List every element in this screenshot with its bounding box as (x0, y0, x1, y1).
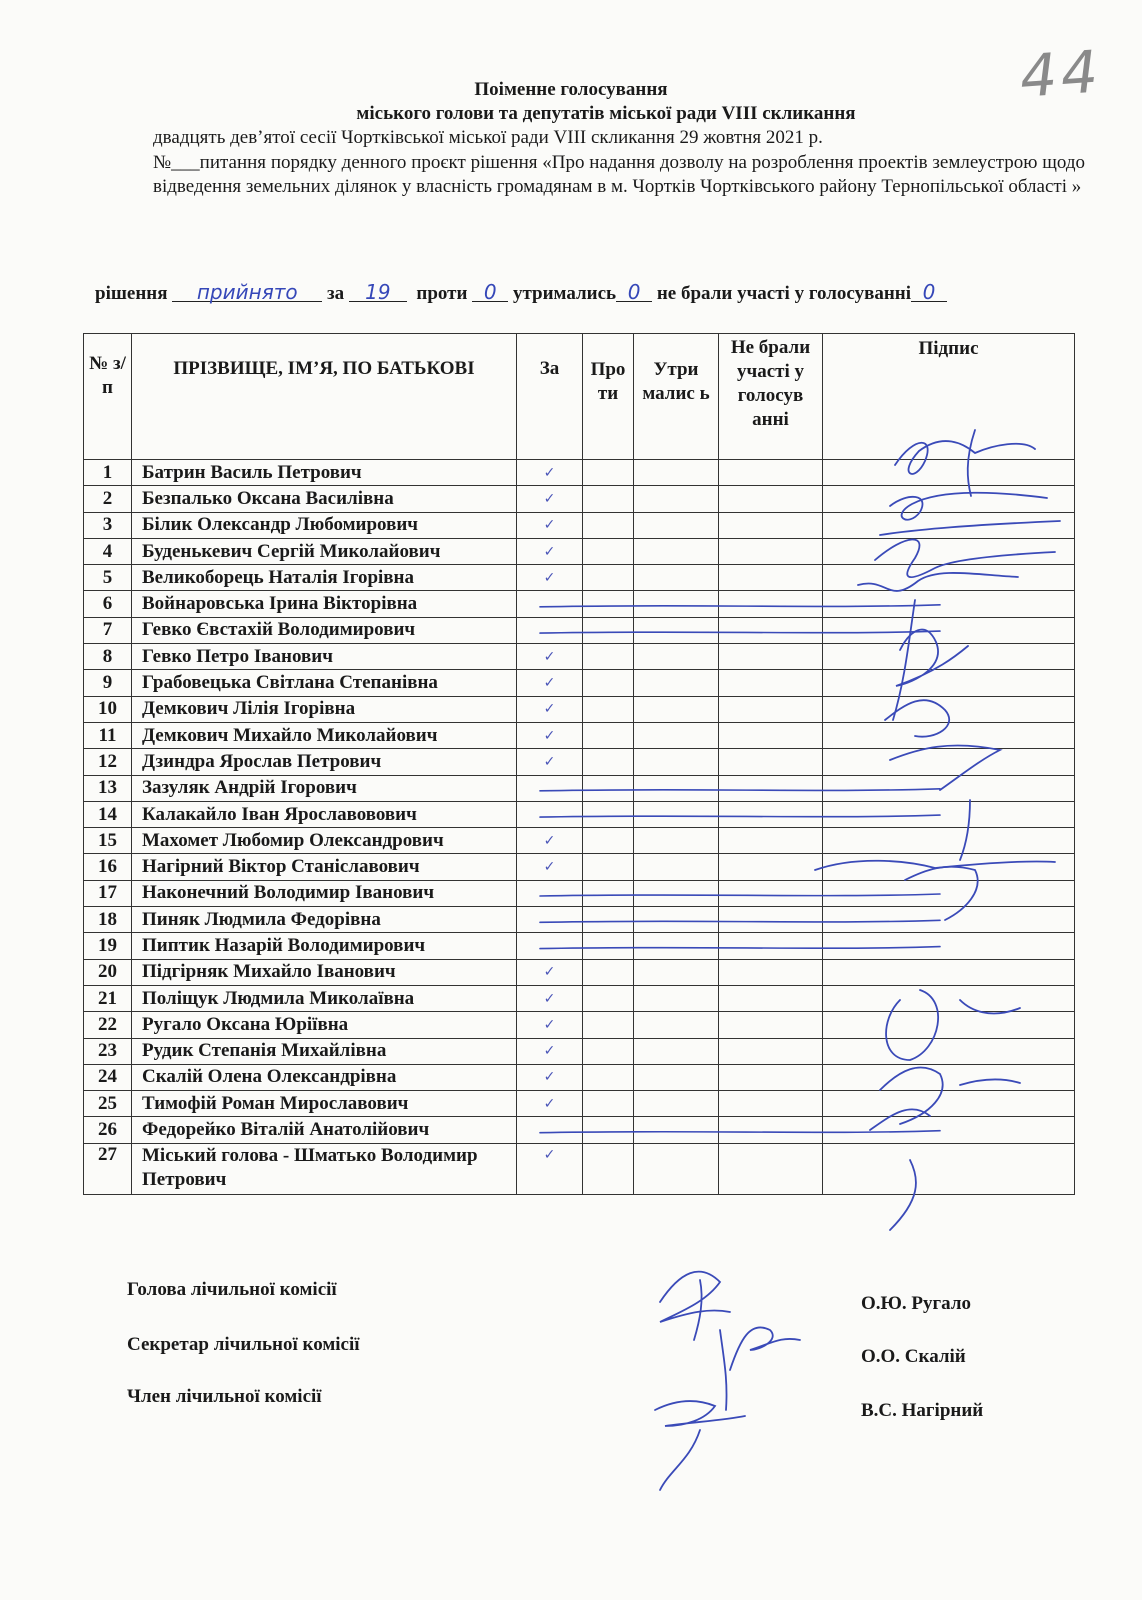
deputy-name: Войнаровська Ірина Вікторівна (132, 591, 517, 617)
vote-not-voted-cell (719, 1117, 823, 1143)
check-mark-icon: ✓ (543, 1016, 556, 1033)
check-mark-icon: ✓ (543, 753, 556, 770)
vote-abstained-cell (634, 933, 719, 959)
check-mark-icon: ✓ (543, 1069, 556, 1086)
signature-cell (823, 512, 1075, 538)
signature-cell (823, 1091, 1075, 1117)
vote-against-cell (583, 1143, 634, 1194)
check-mark-icon: ✓ (543, 569, 556, 586)
deputy-name: Скалій Олена Олександрівна (132, 1064, 517, 1090)
table-row (84, 565, 1075, 591)
vote-against-cell (583, 933, 634, 959)
row-number: 16 (84, 854, 132, 880)
decision-summary (95, 280, 947, 305)
vote-for-cell (517, 486, 583, 512)
deputy-name: Наконечний Володимир Іванович (132, 880, 517, 906)
vote-for-cell (517, 880, 583, 906)
deputy-name: Демкович Михайло Миколайович (132, 722, 517, 748)
signature-cell (823, 696, 1075, 722)
table-row (84, 880, 1075, 906)
vote-for-cell (517, 512, 583, 538)
agenda-subject: №___питання порядку денного проєкт рішення «Про надання дозволу на розроблення проектів землеустрою щодо відведення земельних ділянок у власність громадянам в м. Чортків Чортківського району Тернопільської області » (153, 152, 1085, 197)
vote-abstained-cell (634, 512, 719, 538)
table-row (84, 749, 1075, 775)
row-number: 5 (84, 565, 132, 591)
row-number: 3 (84, 512, 132, 538)
vote-against-cell (583, 538, 634, 564)
check-mark-icon: ✓ (543, 859, 556, 876)
table-header-row (84, 334, 1075, 460)
vote-against-cell (583, 1117, 634, 1143)
row-number: 11 (84, 722, 132, 748)
signature-cell (823, 565, 1075, 591)
document-title: Поіменне голосування (474, 79, 668, 100)
counting-commission-member-label: Член лічильної комісії (127, 1386, 322, 1407)
signature-cell (823, 775, 1075, 801)
deputy-name: Калакайло Іван Ярославовович (132, 801, 517, 827)
signature-cell (823, 959, 1075, 985)
vote-for-cell (517, 670, 583, 696)
deputy-name: Великоборець Наталія Ігорівна (132, 565, 517, 591)
vote-abstained-cell (634, 959, 719, 985)
row-number: 25 (84, 1091, 132, 1117)
vote-for-cell (517, 565, 583, 591)
header-against: Про ти (583, 334, 634, 460)
vote-against-cell (583, 959, 634, 985)
counting-commission-secretary-name: О.О. Скалій (861, 1346, 966, 1367)
vote-for-cell (517, 775, 583, 801)
table-row (84, 460, 1075, 486)
vote-abstained-cell (634, 644, 719, 670)
row-number: 12 (84, 749, 132, 775)
check-mark-icon: ✓ (543, 1146, 556, 1163)
vote-for-cell (517, 1091, 583, 1117)
page-number: 44 (1017, 37, 1105, 111)
deputy-name: Дзиндра Ярослав Петрович (132, 749, 517, 775)
vote-not-voted-cell (719, 670, 823, 696)
vote-not-voted-cell (719, 985, 823, 1011)
deputy-name: Пиптик Назарій Володимирович (132, 933, 517, 959)
row-number: 26 (84, 1117, 132, 1143)
vote-not-voted-cell (719, 907, 823, 933)
deputy-name: Грабовецька Світлана Степанівна (132, 670, 517, 696)
header-name: ПРІЗВИЩЕ, ІМ’Я, ПО БАТЬКОВІ (132, 334, 517, 460)
row-number: 22 (84, 1012, 132, 1038)
row-number: 15 (84, 828, 132, 854)
table-row (84, 801, 1075, 827)
check-mark-icon: ✓ (543, 701, 556, 718)
counting-commission-member-name: В.С. Нагірний (861, 1400, 984, 1421)
vote-abstained-cell (634, 985, 719, 1011)
for-label: за (327, 283, 345, 304)
vote-for-cell (517, 828, 583, 854)
vote-not-voted-cell (719, 959, 823, 985)
abstained-label: утримались (512, 283, 617, 304)
table-row (84, 828, 1075, 854)
deputy-name: Тимофій Роман Мирославович (132, 1091, 517, 1117)
vote-for-cell (517, 959, 583, 985)
vote-abstained-cell (634, 486, 719, 512)
signature-cell (823, 801, 1075, 827)
row-number: 24 (84, 1064, 132, 1090)
vote-abstained-cell (634, 907, 719, 933)
vote-against-cell (583, 722, 634, 748)
vote-against-cell (583, 486, 634, 512)
vote-not-voted-cell (719, 696, 823, 722)
vote-not-voted-cell (719, 644, 823, 670)
check-mark-icon: ✓ (543, 727, 556, 744)
vote-abstained-cell (634, 1064, 719, 1090)
vote-abstained-cell (634, 696, 719, 722)
deputy-name: Білик Олександр Любомирович (132, 512, 517, 538)
vote-against-cell (583, 644, 634, 670)
table-row (84, 644, 1075, 670)
header-num: № з/п (84, 334, 132, 460)
signature-cell (823, 907, 1075, 933)
table-row (84, 722, 1075, 748)
vote-abstained-cell (634, 591, 719, 617)
vote-abstained-cell (634, 1012, 719, 1038)
table-row (84, 1038, 1075, 1064)
vote-abstained-cell (634, 1143, 719, 1194)
table-row (84, 486, 1075, 512)
signature-cell (823, 644, 1075, 670)
signature-cell (823, 985, 1075, 1011)
row-number: 27 (84, 1143, 132, 1194)
vote-against-cell (583, 460, 634, 486)
signature-cell (823, 591, 1075, 617)
table-row (84, 985, 1075, 1011)
vote-not-voted-cell (719, 591, 823, 617)
vote-abstained-cell (634, 828, 719, 854)
vote-against-cell (583, 591, 634, 617)
deputy-name: Демкович Лілія Ігорівна (132, 696, 517, 722)
vote-for-cell (517, 538, 583, 564)
row-number: 4 (84, 538, 132, 564)
row-number: 2 (84, 486, 132, 512)
table-row (84, 512, 1075, 538)
deputy-name: Зазуляк Андрій Ігорович (132, 775, 517, 801)
counting-commission-chair-label: Голова лічильної комісії (127, 1279, 337, 1300)
deputy-name: Міський голова - Шматько Володимир Петрович (132, 1143, 517, 1194)
vote-abstained-cell (634, 775, 719, 801)
vote-abstained-cell (634, 460, 719, 486)
deputy-name: Гевко Петро Іванович (132, 644, 517, 670)
vote-against-cell (583, 880, 634, 906)
vote-for-cell (517, 1012, 583, 1038)
counting-commission-secretary-label: Секретар лічильної комісії (127, 1334, 360, 1355)
signature-cell (823, 1064, 1075, 1090)
signature-cell (823, 749, 1075, 775)
table-row (84, 1064, 1075, 1090)
vote-against-cell (583, 775, 634, 801)
signature-cell (823, 828, 1075, 854)
row-number: 6 (84, 591, 132, 617)
signature-cell (823, 1117, 1075, 1143)
check-mark-icon: ✓ (543, 1095, 556, 1112)
vote-against-cell (583, 1038, 634, 1064)
deputy-name: Пиняк Людмила Федорівна (132, 907, 517, 933)
vote-against-cell (583, 749, 634, 775)
header-abstained: Утри малис ь (634, 334, 719, 460)
vote-against-cell (583, 1091, 634, 1117)
signature-cell (823, 722, 1075, 748)
vote-abstained-cell (634, 565, 719, 591)
signature-cell (823, 1012, 1075, 1038)
for-count: 19 (349, 283, 407, 302)
signature-cell (823, 854, 1075, 880)
vote-abstained-cell (634, 1038, 719, 1064)
vote-for-cell (517, 644, 583, 670)
signature-cell (823, 460, 1075, 486)
signature-cell (823, 1143, 1075, 1194)
vote-for-cell (517, 460, 583, 486)
row-number: 21 (84, 985, 132, 1011)
vote-for-cell (517, 591, 583, 617)
row-number: 18 (84, 907, 132, 933)
signature-cell (823, 538, 1075, 564)
table-row (84, 1091, 1075, 1117)
deputy-name: Батрин Василь Петрович (132, 460, 517, 486)
row-number: 10 (84, 696, 132, 722)
vote-not-voted-cell (719, 486, 823, 512)
vote-for-cell (517, 854, 583, 880)
table-row (84, 1143, 1075, 1194)
row-number: 14 (84, 801, 132, 827)
vote-not-voted-cell (719, 1038, 823, 1064)
vote-against-cell (583, 617, 634, 643)
vote-against-cell (583, 801, 634, 827)
vote-for-cell (517, 749, 583, 775)
signature-cell (823, 617, 1075, 643)
check-mark-icon: ✓ (543, 832, 556, 849)
vote-for-cell (517, 907, 583, 933)
check-mark-icon: ✓ (543, 990, 556, 1007)
vote-for-cell (517, 1038, 583, 1064)
check-mark-icon: ✓ (543, 964, 556, 981)
table-row (84, 907, 1075, 933)
deputy-name: Рудик Степанія Михайлівна (132, 1038, 517, 1064)
header-for: За (517, 334, 583, 460)
not-voted-count: 0 (911, 283, 947, 302)
vote-not-voted-cell (719, 722, 823, 748)
vote-against-cell (583, 512, 634, 538)
check-mark-icon: ✓ (543, 543, 556, 560)
decision-value: прийнято (172, 283, 322, 302)
check-mark-icon: ✓ (543, 490, 556, 507)
check-mark-icon: ✓ (543, 1043, 556, 1060)
session-line: двадцять дев’ятої сесії Чортківської міської ради VIII скликання 29 жовтня 2021 р. (153, 127, 823, 148)
deputy-name: Федорейко Віталій Анатолійович (132, 1117, 517, 1143)
header-signature: Підпис (823, 334, 1075, 460)
vote-not-voted-cell (719, 460, 823, 486)
row-number: 17 (84, 880, 132, 906)
check-mark-icon: ✓ (543, 675, 556, 692)
vote-not-voted-cell (719, 617, 823, 643)
commission-signatures (655, 1272, 800, 1490)
check-mark-icon: ✓ (543, 464, 556, 481)
row-number: 13 (84, 775, 132, 801)
table-row (84, 591, 1075, 617)
vote-abstained-cell (634, 801, 719, 827)
table-row (84, 670, 1075, 696)
vote-for-cell (517, 1117, 583, 1143)
vote-for-cell (517, 985, 583, 1011)
vote-abstained-cell (634, 538, 719, 564)
decision-label: рішення (95, 283, 168, 304)
vote-abstained-cell (634, 854, 719, 880)
header-not-voted: Не брали участі у голосув анні (719, 334, 823, 460)
row-number: 23 (84, 1038, 132, 1064)
vote-abstained-cell (634, 617, 719, 643)
vote-not-voted-cell (719, 1091, 823, 1117)
deputy-name: Нагірний Віктор Станіславович (132, 854, 517, 880)
vote-not-voted-cell (719, 775, 823, 801)
vote-against-cell (583, 907, 634, 933)
vote-abstained-cell (634, 670, 719, 696)
signature-cell (823, 670, 1075, 696)
vote-not-voted-cell (719, 538, 823, 564)
vote-for-cell (517, 933, 583, 959)
check-mark-icon: ✓ (543, 648, 556, 665)
vote-abstained-cell (634, 880, 719, 906)
vote-not-voted-cell (719, 1064, 823, 1090)
vote-not-voted-cell (719, 933, 823, 959)
not-voted-label: не брали участі у голосуванні (656, 283, 912, 304)
vote-not-voted-cell (719, 1143, 823, 1194)
vote-not-voted-cell (719, 749, 823, 775)
vote-against-cell (583, 1012, 634, 1038)
vote-not-voted-cell (719, 1012, 823, 1038)
deputy-name: Буденькевич Сергій Миколайович (132, 538, 517, 564)
vote-table (83, 333, 1075, 1195)
vote-for-cell (517, 722, 583, 748)
vote-for-cell (517, 696, 583, 722)
table-row (84, 617, 1075, 643)
counting-commission-chair-name: О.Ю. Ругало (861, 1293, 971, 1314)
vote-not-voted-cell (719, 512, 823, 538)
table-row (84, 696, 1075, 722)
vote-against-cell (583, 854, 634, 880)
deputy-name: Махомет Любомир Олександрович (132, 828, 517, 854)
vote-against-cell (583, 1064, 634, 1090)
vote-not-voted-cell (719, 854, 823, 880)
vote-against-cell (583, 696, 634, 722)
row-number: 19 (84, 933, 132, 959)
against-count: 0 (472, 283, 508, 302)
table-row (84, 1012, 1075, 1038)
row-number: 20 (84, 959, 132, 985)
vote-not-voted-cell (719, 565, 823, 591)
row-number: 9 (84, 670, 132, 696)
deputy-name: Гевко Євстахій Володимирович (132, 617, 517, 643)
table-row (84, 959, 1075, 985)
abstained-count: 0 (616, 283, 652, 302)
deputy-name: Поліщук Людмила Миколаївна (132, 985, 517, 1011)
vote-for-cell (517, 617, 583, 643)
vote-against-cell (583, 985, 634, 1011)
vote-abstained-cell (634, 1091, 719, 1117)
signature-cell (823, 933, 1075, 959)
check-mark-icon: ✓ (543, 517, 556, 534)
table-row (84, 1117, 1075, 1143)
signature-cell (823, 880, 1075, 906)
table-row (84, 854, 1075, 880)
table-row (84, 775, 1075, 801)
row-number: 8 (84, 644, 132, 670)
vote-for-cell (517, 801, 583, 827)
signature-cell (823, 1038, 1075, 1064)
vote-abstained-cell (634, 722, 719, 748)
vote-not-voted-cell (719, 880, 823, 906)
document-subtitle: міського голови та депутатів міської ради VIII скликання (356, 103, 856, 124)
deputy-name: Ругало Оксана Юріївна (132, 1012, 517, 1038)
deputy-name: Підгірняк Михайло Іванович (132, 959, 517, 985)
deputy-name: Безпалько Оксана Василівна (132, 486, 517, 512)
row-number: 7 (84, 617, 132, 643)
vote-against-cell (583, 670, 634, 696)
vote-for-cell (517, 1064, 583, 1090)
vote-abstained-cell (634, 1117, 719, 1143)
vote-not-voted-cell (719, 828, 823, 854)
vote-for-cell (517, 1143, 583, 1194)
vote-not-voted-cell (719, 801, 823, 827)
table-row (84, 933, 1075, 959)
vote-against-cell (583, 828, 634, 854)
row-number: 1 (84, 460, 132, 486)
vote-against-cell (583, 565, 634, 591)
signature-cell (823, 486, 1075, 512)
vote-abstained-cell (634, 749, 719, 775)
against-label: проти (416, 283, 468, 304)
table-row (84, 538, 1075, 564)
